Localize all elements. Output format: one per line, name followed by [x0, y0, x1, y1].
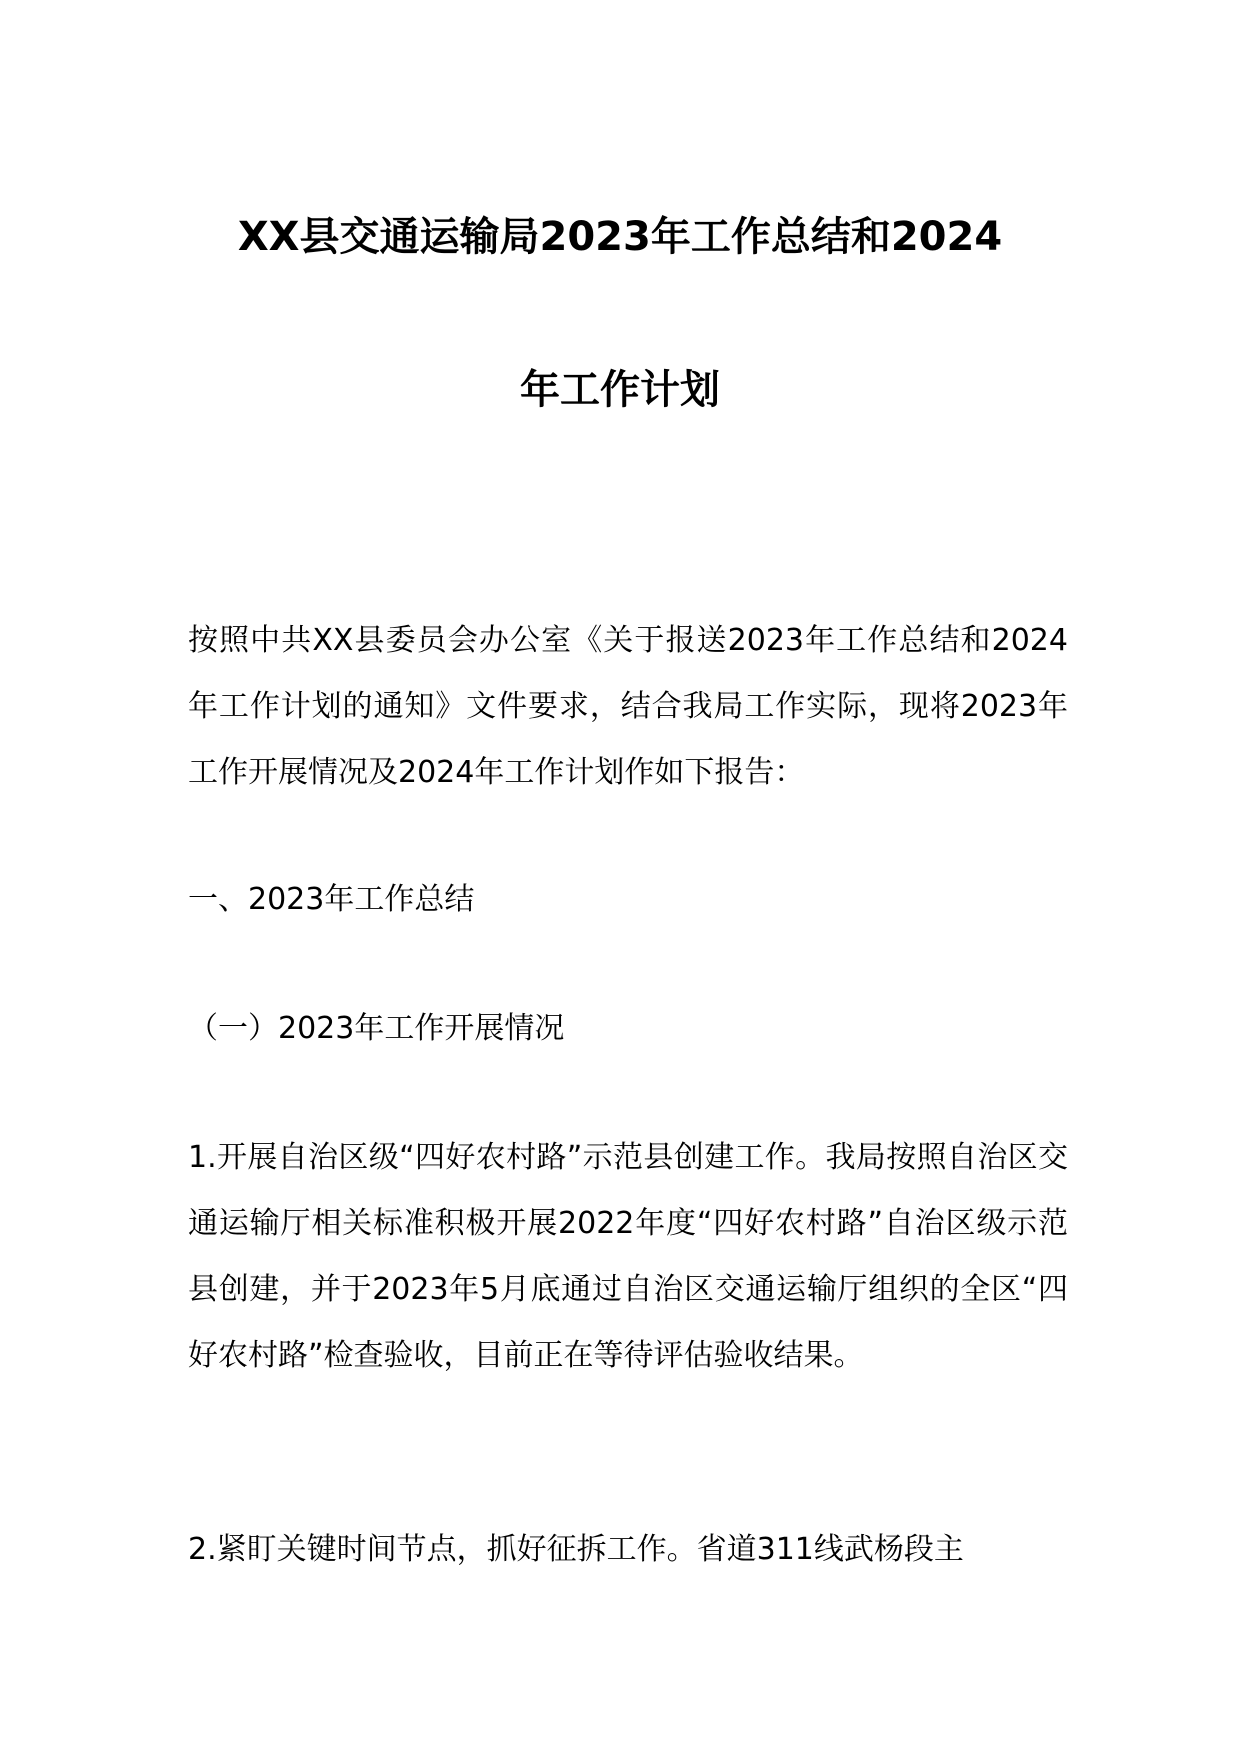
section-heading: 一、2023年工作总结 [188, 882, 475, 917]
subsection-heading: （一）2023年工作开展情况 [188, 1011, 565, 1046]
intro-paragraph: 按照中共XX县委员会办公室《关于报送2023年工作总结和2024年工作计划的通知》文件要求，结合我局工作实际，现将2023年工作开展情况及2024年工作计划作如下报告： [188, 623, 1068, 790]
paragraph-2: 2.紧盯关键时间节点，抓好征拆工作。省道311线武杨段主 [188, 1532, 964, 1567]
document-title-line-2: 年工作计划 [520, 367, 720, 413]
paragraph-1: 1.开展自治区级“四好农村路”示范县创建工作。我局按照自治区交通运输厅相关标准积极开展2022年度“四好农村路”自治区级示范县创建，并于2023年5月底通过自治区交通运输厅组织的全区“四好农村路”检查验收，目前正在等待评估验收结果。 [188, 1140, 1068, 1373]
document-title-line-1: XX县交通运输局2023年工作总结和2024 [237, 214, 1003, 260]
